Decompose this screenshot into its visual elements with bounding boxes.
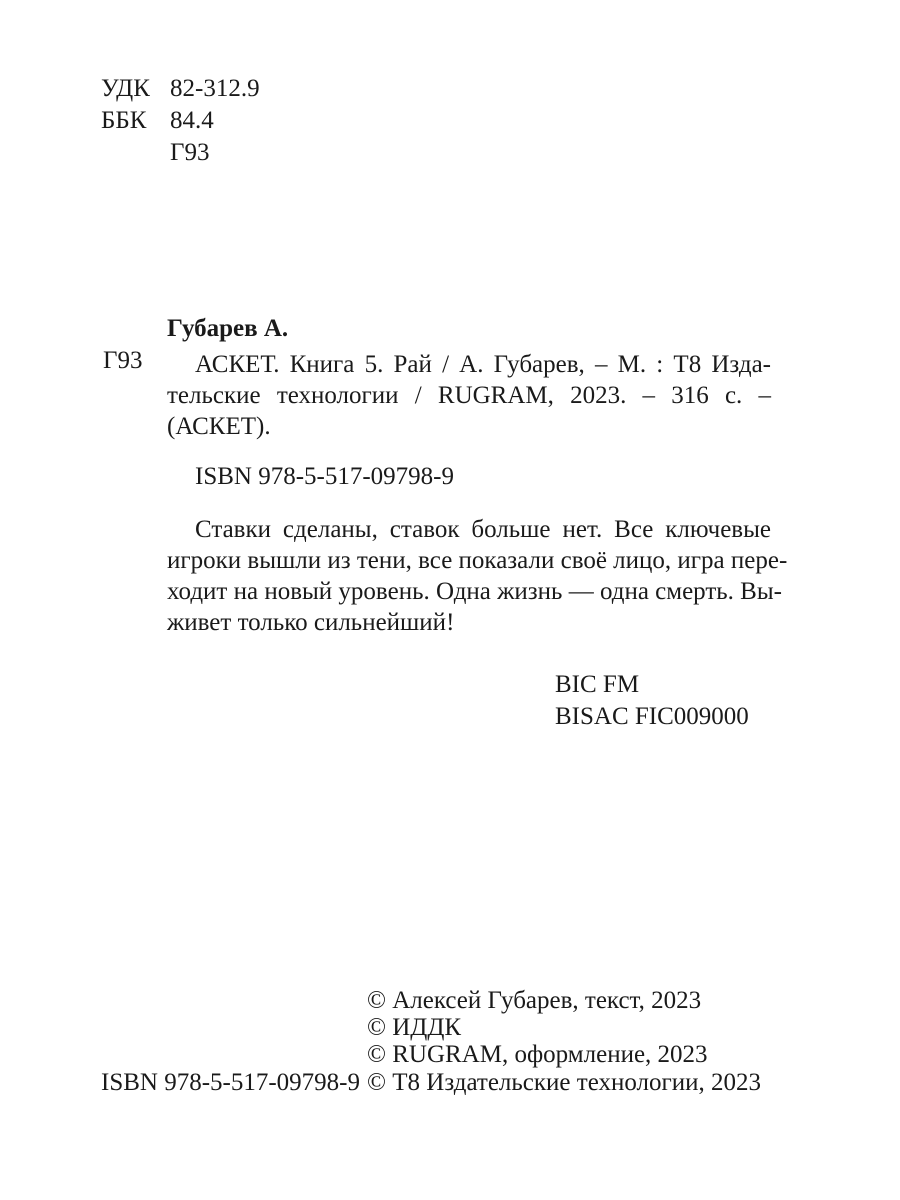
bbk-value: 84.4 [170, 107, 214, 134]
bbk-label: ББК [101, 107, 147, 134]
description-line-2: тельские технологии / RUGRAM, 2023. – 316 с. – [167, 382, 771, 409]
annotation-line-2: игроки вышли из тени, все показали своё лицо, игра пере- [167, 547, 788, 574]
bisac-code: BISAC FIC009000 [555, 703, 749, 730]
copyright-isbn: ISBN 978-5-517-09798-9 [101, 1069, 361, 1096]
annotation-line-4: живет только сильнейший! [167, 609, 455, 636]
description-line-3: (АСКЕТ). [167, 413, 271, 440]
copyright-line-4: © Т8 Издательские технологии, 2023 [367, 1069, 762, 1096]
annotation-line-1: Ставки сделаны, ставок больше нет. Все ключевые [195, 516, 771, 543]
annotation-line-3: ходит на новый уровень. Одна жизнь — одна смерть. Вы- [167, 578, 782, 605]
copyright-line-3: © RUGRAM, оформление, 2023 [367, 1041, 708, 1068]
author-mark: Г93 [170, 139, 210, 166]
entry-author: Губарев А. [167, 315, 289, 342]
copyright-line-1: © Алексей Губарев, текст, 2023 [367, 987, 702, 1014]
description-line-1: АСКЕТ. Книга 5. Рай / А. Губарев, – М. : Т8 Изда- [195, 351, 771, 378]
bic-code: BIC FM [555, 671, 640, 698]
copyright-line-2: © ИДДК [367, 1014, 462, 1041]
udk-value: 82-312.9 [170, 75, 260, 102]
udk-label: УДК [101, 75, 150, 102]
entry-margin-mark: Г93 [103, 347, 143, 374]
entry-isbn: ISBN 978-5-517-09798-9 [195, 463, 455, 490]
